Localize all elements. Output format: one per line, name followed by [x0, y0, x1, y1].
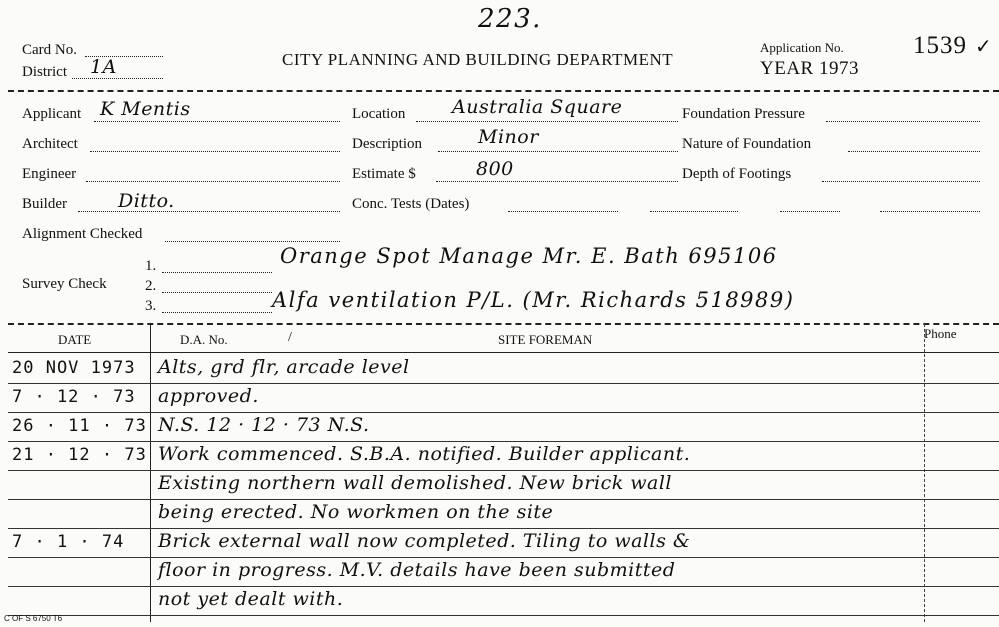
location-value: Australia Square	[452, 96, 623, 118]
location-label: Location	[352, 106, 406, 122]
survey-num-1: 1.	[145, 258, 157, 274]
depth-footings-label: Depth of Footings	[682, 166, 792, 182]
survey-line-2	[162, 292, 272, 293]
conc-tests-line-3	[780, 211, 840, 212]
estimate-line	[436, 181, 678, 182]
card-no-label: Card No.	[22, 42, 77, 58]
survey-num-2: 2.	[145, 278, 157, 294]
log-row-date: 26 · 11 · 73	[12, 416, 147, 436]
engineer-line	[86, 181, 340, 182]
description-label: Description	[352, 136, 422, 152]
application-no-label: Application No.	[760, 40, 844, 55]
depth-footings-line	[822, 181, 980, 182]
location-line	[416, 121, 678, 122]
alignment-label: Alignment Checked	[22, 226, 143, 242]
builder-label: Builder	[22, 196, 67, 212]
alignment-line	[165, 241, 340, 242]
log-row-line	[8, 412, 999, 413]
log-row-date: 7 · 1 · 74	[12, 532, 125, 552]
log-row-line	[8, 528, 999, 529]
survey-check-label: Survey Check	[22, 276, 107, 292]
conc-tests-line-4	[880, 211, 980, 212]
architect-line	[90, 151, 340, 152]
builder-value: Ditto.	[118, 190, 175, 212]
conc-tests-line-1	[508, 211, 618, 212]
log-row-text: floor in progress. M.V. details have been submitted	[158, 559, 676, 581]
log-row-date: 20 NOV 1973	[12, 358, 136, 378]
log-row-line	[8, 615, 999, 616]
log-row-text: Work commenced. S.B.A. notified. Builder applicant.	[158, 443, 691, 465]
department-title: CITY PLANNING AND BUILDING DEPARTMENT	[282, 50, 674, 69]
log-row-line	[8, 557, 999, 558]
applicant-label: Applicant	[22, 106, 82, 122]
log-row-text: not yet dealt with.	[158, 588, 344, 610]
survey-note-2: Alfa ventilation P/L. (Mr. Richards 518989)	[272, 288, 795, 312]
log-row-text: approved.	[158, 385, 259, 407]
engineer-label: Engineer	[22, 166, 77, 182]
applicant-value: K Mentis	[100, 98, 191, 120]
da-no-value: /	[288, 330, 292, 345]
log-row-text: Existing northern wall demolished. New brick wall	[158, 472, 673, 494]
nature-foundation-line	[848, 151, 980, 152]
log-header-divider	[8, 352, 999, 353]
description-line	[438, 151, 678, 152]
application-number: 1539	[913, 32, 967, 59]
survey-line-1	[162, 272, 272, 273]
log-row-text: being erected. No workmen on the site	[158, 501, 554, 523]
estimate-value: 800	[476, 158, 514, 180]
log-row-line	[8, 586, 999, 587]
form-code: C OF S 6750 T6	[4, 614, 63, 623]
da-no-header: D.A. No.	[180, 332, 228, 347]
district-line	[72, 78, 163, 79]
header-divider	[8, 90, 999, 92]
log-row-text: N.S. 12 · 12 · 73 N.S.	[158, 414, 370, 436]
check-mark: ✓	[975, 36, 992, 58]
district-label: District	[22, 64, 67, 80]
survey-line-3	[162, 312, 272, 313]
date-column-divider	[150, 324, 151, 622]
survey-note-1: Orange Spot Manage Mr. E. Bath 695106	[280, 244, 778, 268]
foundation-pressure-label: Foundation Pressure	[682, 106, 805, 122]
log-row-line	[8, 470, 999, 471]
date-header: DATE	[58, 332, 92, 347]
log-row-date: 7 · 12 · 73	[12, 387, 136, 407]
architect-label: Architect	[22, 136, 78, 152]
log-row-text: Brick external wall now completed. Tiling to walls &	[158, 530, 691, 552]
estimate-label: Estimate $	[352, 166, 416, 182]
district-value: 1A	[90, 56, 117, 78]
log-row-text: Alts, grd flr, arcade level	[158, 356, 410, 378]
survey-num-3: 3.	[145, 298, 157, 314]
applicant-line	[94, 121, 340, 122]
log-row-line	[8, 383, 999, 384]
phone-header: Phone	[924, 326, 957, 341]
log-row-date: 21 · 12 · 73	[12, 445, 147, 465]
log-row-line	[8, 499, 999, 500]
site-foreman-header: SITE FOREMAN	[498, 332, 593, 347]
foundation-pressure-line	[826, 121, 980, 122]
log-top-divider	[8, 323, 999, 325]
description-value: Minor	[478, 126, 539, 148]
handwritten-card-number: 223.	[478, 4, 542, 34]
year-label: YEAR 1973	[760, 58, 859, 79]
nature-foundation-label: Nature of Foundation	[682, 136, 812, 152]
conc-tests-label: Conc. Tests (Dates)	[352, 196, 470, 212]
conc-tests-line-2	[650, 211, 738, 212]
phone-column-divider	[924, 324, 925, 622]
log-row-line	[8, 441, 999, 442]
